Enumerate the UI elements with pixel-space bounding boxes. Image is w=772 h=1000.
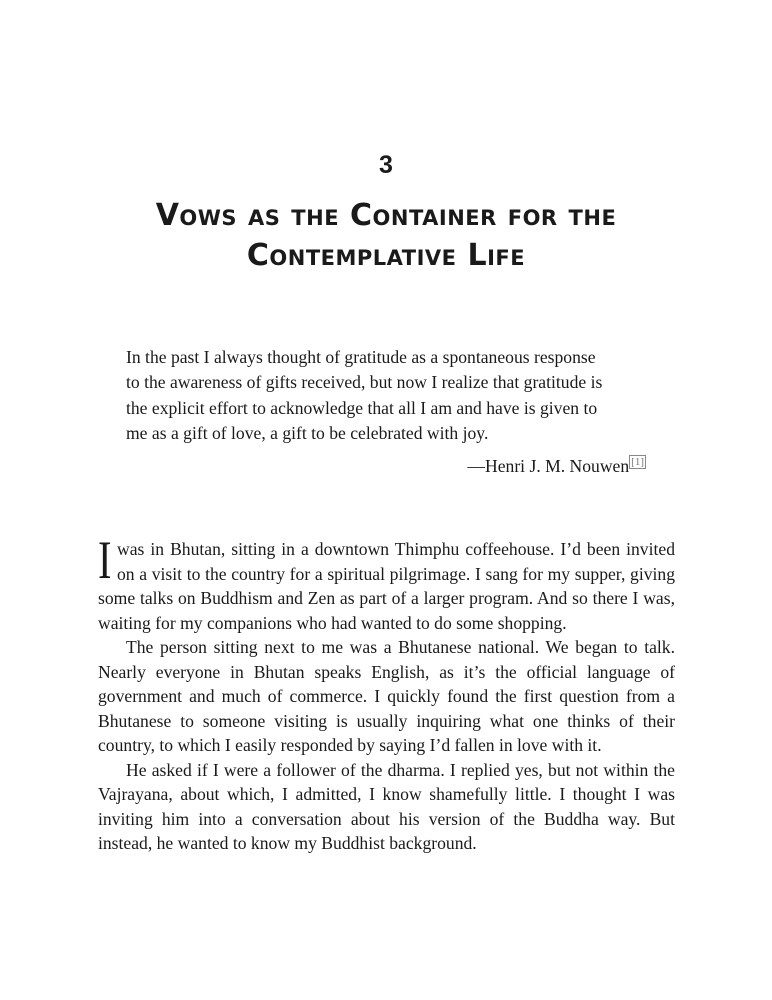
drop-cap: I <box>98 530 112 590</box>
epigraph-line: the explicit effort to acknowledge that all I am and have is given to <box>126 397 598 418</box>
footnote-link[interactable]: [1] <box>631 456 644 469</box>
epigraph-line: me as a gift of love, a gift to be celebrated with joy. <box>126 422 489 443</box>
paragraph-1-text: was in Bhutan, sitting in a downtown Thimphu coffeehouse. I’d been invited on a visit to the country for a spiritual pilgrimage. I sang for my supper, giving some talks on Buddhism and Zen as part of a larger program. And so there I was, waiting for my companions who had wanted to do some shopping. <box>98 539 675 633</box>
epigraph-attribution <box>126 454 656 479</box>
body-text <box>98 530 675 856</box>
paragraph-2: The person sitting next to me was a Bhutanese national. We began to talk. Nearly everyone in Bhutan speaks English, as it’s the official language of government and much of commerce. I quickly found the first question from a Bhutanese to someone visiting is usually inquiring what one thinks of their country, to which I easily responded by saying I’d fallen in love with it. <box>98 637 675 755</box>
chapter-title-line-1: Vows as the Container for the <box>155 198 617 233</box>
chapter-number: 3 <box>379 151 393 179</box>
epigraph-line: to the awareness of gifts received, but now I realize that gratitude is <box>126 372 603 393</box>
chapter-title-line-2: Contemplative Life <box>246 238 526 273</box>
paragraph-3: He asked if I were a follower of the dharma. I replied yes, but not within the Vajrayana, about which, I admitted, I know shamefully little. I thought I was inviting him into a conversation about his version of the Buddha way. But instead, he wanted to know my Buddhist background. <box>98 759 675 853</box>
epigraph-line: In the past I always thought of gratitude as a spontaneous response <box>126 347 596 367</box>
attribution-text: —Henri J. M. Nouwen <box>467 456 630 477</box>
chapter-title <box>60 196 712 276</box>
epigraph <box>126 345 656 479</box>
paragraph-1 <box>98 530 675 635</box>
